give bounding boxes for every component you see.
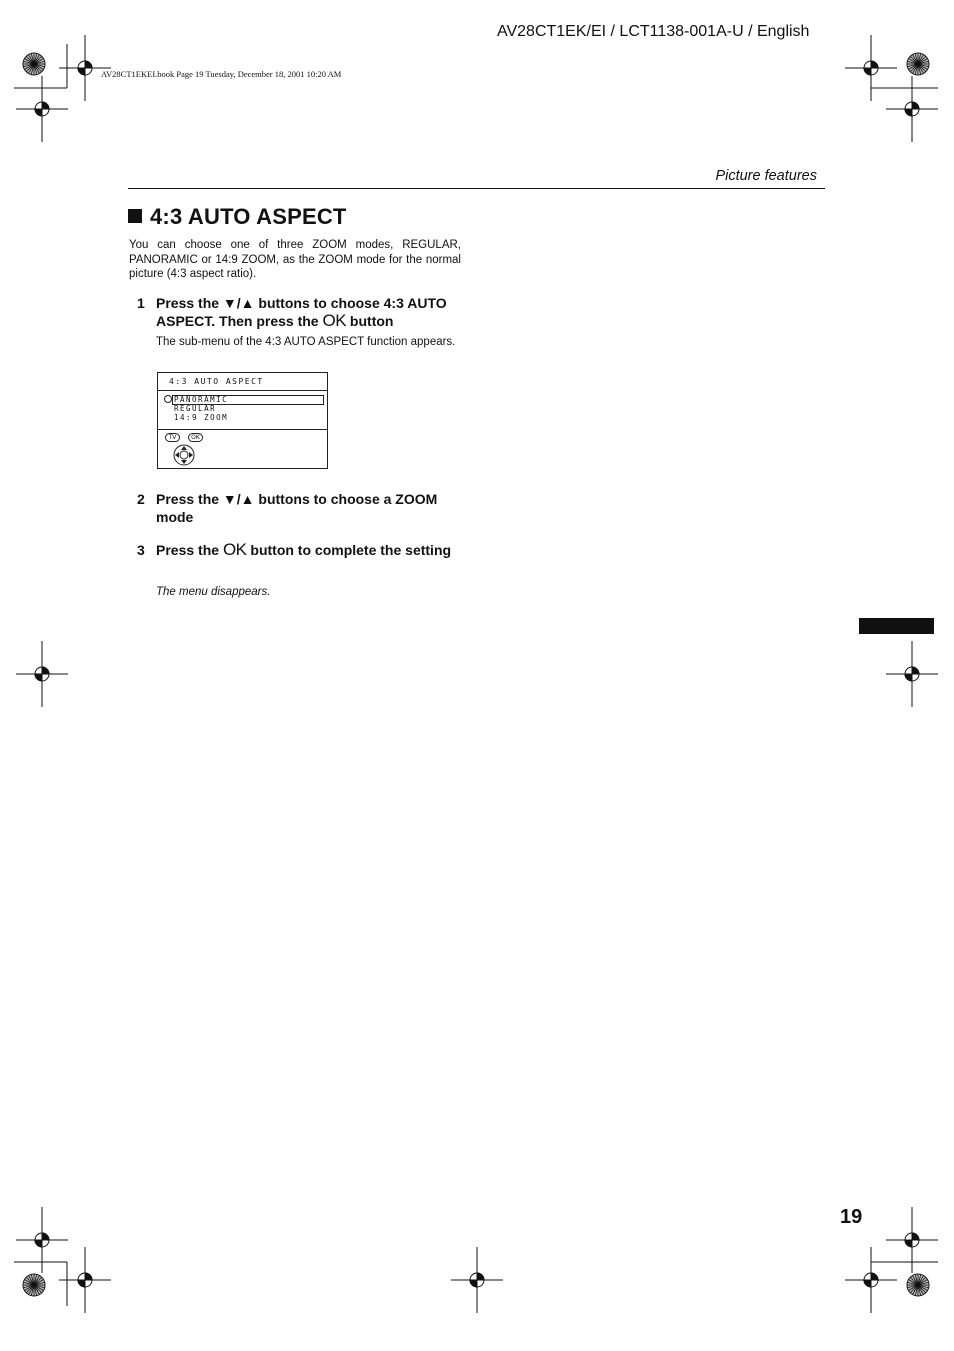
crosshair-target-icon xyxy=(16,641,68,707)
chapter-tab xyxy=(859,618,934,634)
ok-symbol: OK xyxy=(322,311,347,330)
crosshair-target-icon xyxy=(886,76,938,142)
crosshair-target-icon xyxy=(845,35,897,101)
color-rosette-icon xyxy=(23,1274,45,1296)
step-number: 3 xyxy=(137,542,145,558)
page-number: 19 xyxy=(840,1206,863,1228)
book-file-line: AV28CT1EKEI.book Page 19 Tuesday, December 18, 2001 10:20 AM xyxy=(101,69,342,79)
dpad-icon xyxy=(171,443,197,467)
crosshair-target-icon xyxy=(16,1207,68,1273)
menu-item-14-9-zoom: 14:9 ZOOM xyxy=(174,413,229,422)
square-bullet-icon xyxy=(128,209,142,223)
menu-divider xyxy=(158,390,327,391)
menu-divider xyxy=(158,429,327,430)
section-title xyxy=(128,204,347,230)
menu-screen-illustration xyxy=(157,372,328,469)
section-title-text: 4:3 AUTO ASPECT xyxy=(150,204,347,229)
section-label: Picture features xyxy=(715,168,817,184)
step-text: Press the OK button to complete the setting xyxy=(156,540,452,559)
ok-button-icon: OK xyxy=(188,433,203,442)
crosshair-target-icon xyxy=(845,1247,897,1313)
ok-symbol: OK xyxy=(222,540,247,559)
color-rosette-icon xyxy=(23,53,45,75)
step-number: 1 xyxy=(137,295,145,311)
crosshair-target-icon xyxy=(16,76,68,142)
step-number: 2 xyxy=(137,491,145,507)
step-3 xyxy=(137,541,467,581)
crosshair-target-icon xyxy=(59,1247,111,1313)
crosshair-target-icon xyxy=(59,35,111,101)
color-rosette-icon xyxy=(907,53,929,75)
menu-item-panoramic: PANORAMIC xyxy=(174,395,229,404)
menu-title: 4:3 AUTO ASPECT xyxy=(169,377,264,386)
crosshair-target-icon xyxy=(886,641,938,707)
tv-button-icon: TV xyxy=(165,433,180,442)
document-code: AV28CT1EK/EI / LCT1138-001A-U / English xyxy=(497,23,810,40)
selection-circle-icon xyxy=(164,395,172,403)
step-3-note: The menu disappears. xyxy=(156,586,271,598)
step-1 xyxy=(137,294,467,334)
intro-paragraph: You can choose one of three ZOOM modes, REGULAR, PANORAMIC or 14:9 ZOOM, as the ZOOM mode for the normal picture (4:3 aspect ratio). xyxy=(129,239,461,280)
step-text: Press the ▼/▲ buttons to choose 4:3 AUTO ASPECT. Then press the OK button xyxy=(156,295,447,330)
menu-item-regular: REGULAR xyxy=(174,404,217,413)
step-text: Press the ▼/▲ buttons to choose a ZOOM mode xyxy=(156,491,438,525)
step-2 xyxy=(137,490,467,530)
crosshair-target-icon xyxy=(451,1247,503,1313)
crosshair-target-icon xyxy=(886,1207,938,1273)
header-rule xyxy=(128,188,825,189)
step-1-note: The sub-menu of the 4:3 AUTO ASPECT function appears. xyxy=(156,336,456,348)
color-rosette-icon xyxy=(907,1274,929,1296)
